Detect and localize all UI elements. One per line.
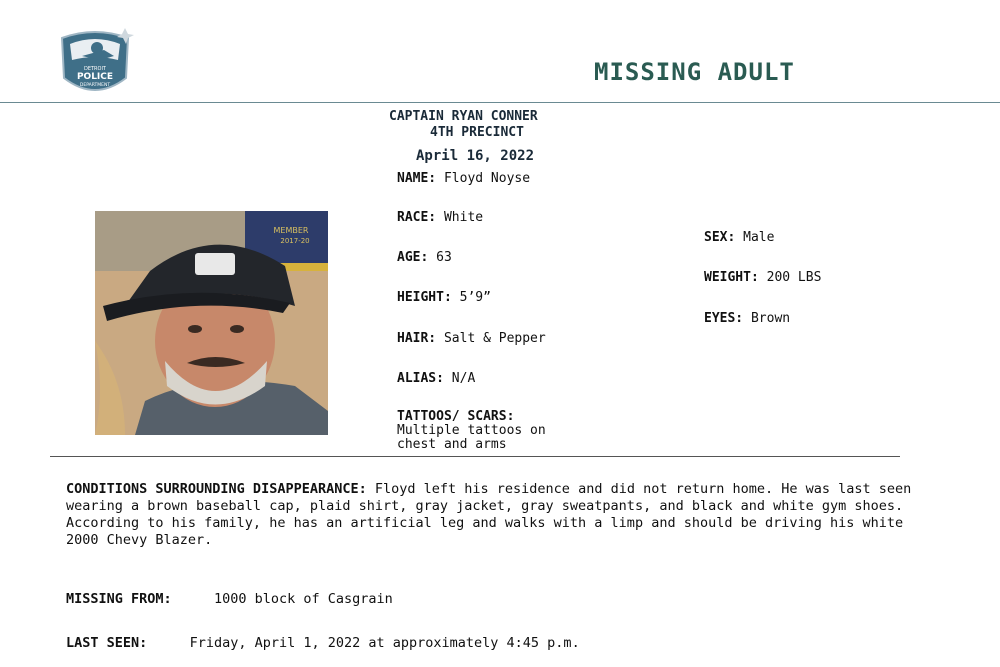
field-alias-label: ALIAS: (397, 371, 444, 386)
photo-sign-line2: 2017-20 (280, 237, 310, 245)
field-name-label: NAME: (397, 171, 437, 186)
logo-text-bottom: DEPARTMENT (79, 83, 111, 88)
field-eyes (704, 311, 790, 326)
field-hair (397, 331, 546, 346)
police-badge-logo (52, 26, 138, 102)
field-weight (704, 270, 821, 285)
field-sex (704, 230, 774, 245)
field-height-label: HEIGHT: (397, 290, 452, 305)
missing-from-label: MISSING FROM: (66, 591, 172, 607)
field-race-label: RACE: (397, 210, 437, 225)
header-divider (0, 102, 1000, 103)
logo-text-main: POLICE (76, 72, 114, 82)
field-height (397, 290, 491, 305)
missing-person-photo (95, 211, 328, 435)
issue-date: April 16, 2022 (416, 148, 535, 164)
field-tattoos-line1: Multiple tattoos on (397, 423, 546, 438)
document-title: MISSING ADULT (594, 58, 795, 86)
conditions-text: Floyd left his residence and did not return home. He was last seen wearing a brown baseball cap, plaid shirt, gray jacket, gray sweatpants, and black and white gym shoes. According to his family, he has an artificial leg and walks with a limp and should be driving his white 2000 Chevy Blazer. (66, 481, 912, 548)
last-seen (66, 635, 580, 651)
logo-text-top: DETROIT (83, 66, 107, 72)
field-hair-value: Salt & Pepper (443, 331, 546, 346)
photo-sign-line1: MEMBER (273, 226, 309, 235)
field-eyes-value: Brown (750, 311, 791, 326)
section-divider (50, 456, 900, 457)
field-weight-value: 200 LBS (766, 270, 822, 285)
field-weight-label: WEIGHT: (704, 270, 759, 285)
field-tattoos (397, 410, 546, 452)
field-sex-label: SEX: (704, 230, 736, 245)
missing-from-value: 1000 block of Casgrain (213, 591, 393, 607)
missing-from (66, 591, 393, 607)
last-seen-label: LAST SEEN: (66, 635, 148, 651)
field-eyes-label: EYES: (704, 311, 744, 326)
last-seen-value: Friday, April 1, 2022 at approximately 4:45 p.m. (189, 635, 580, 651)
field-sex-value: Male (743, 230, 775, 245)
field-race-value: White (443, 210, 484, 225)
field-age (397, 250, 452, 265)
field-age-label: AGE: (397, 250, 429, 265)
field-alias-value: N/A (451, 371, 476, 386)
conditions-paragraph (66, 481, 926, 549)
field-age-value: 63 (436, 250, 452, 265)
field-tattoos-label: TATTOOS/ SCARS: (397, 409, 515, 424)
conditions-label: CONDITIONS SURROUNDING DISAPPEARANCE: (66, 481, 367, 497)
field-alias (397, 371, 475, 386)
field-tattoos-line2: chest and arms (397, 437, 507, 452)
field-race (397, 210, 483, 225)
issuer-name: CAPTAIN RYAN CONNER (389, 109, 538, 124)
field-name-value: Floyd Noyse (443, 171, 531, 186)
field-name (397, 171, 530, 186)
field-height-value: 5’9” (459, 290, 491, 305)
field-hair-label: HAIR: (397, 331, 437, 346)
issuer-precinct: 4TH PRECINCT (430, 125, 524, 140)
